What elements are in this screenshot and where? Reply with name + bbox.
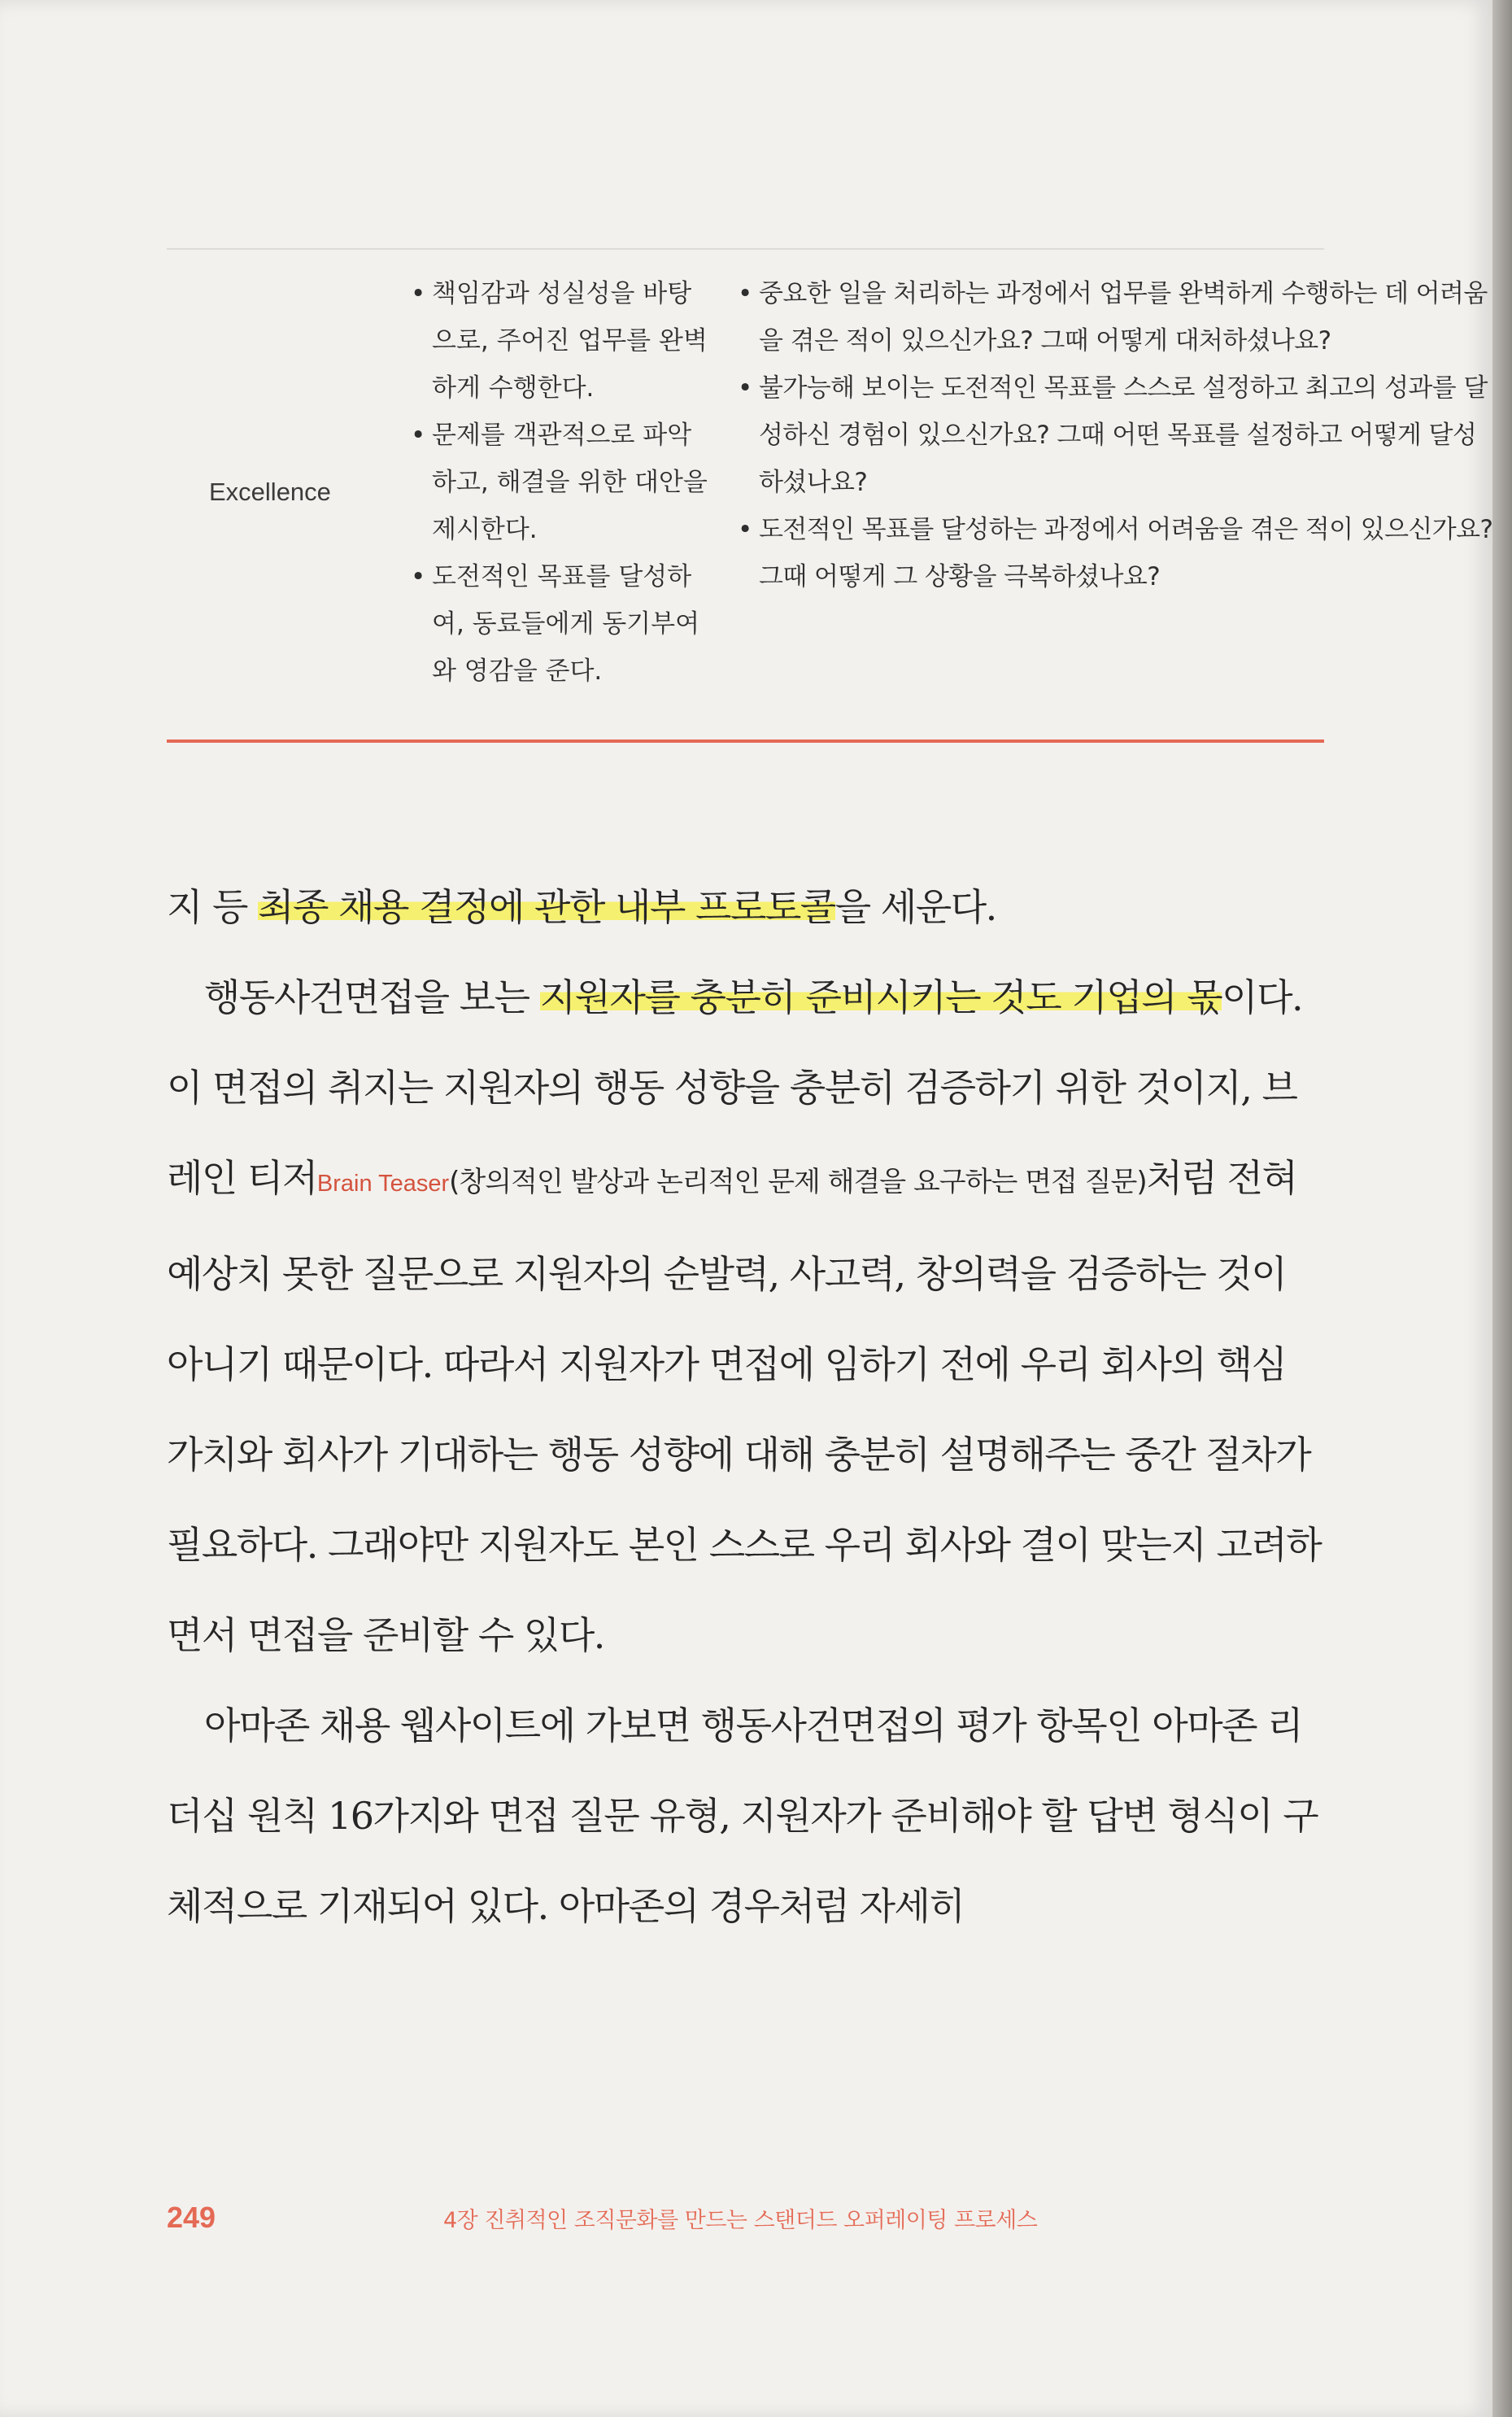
question-list	[738, 270, 1494, 600]
book-spine-edge	[1492, 0, 1512, 2417]
behavior-list	[411, 270, 712, 695]
term-definition: (창의적인 발상과 논리적인 문제 해결을 요구하는 면접 질문)	[449, 1166, 1147, 1198]
foreign-term: Brain Teaser	[316, 1171, 450, 1197]
text-run: 처럼 전혀 예상치 못한 질문으로 지원자의 순발력, 사고력, 창의력을 검증하는 것이 아니기 때문이다. 따라서 지원자가 면접에 임하기 전에 우리 회사의 핵심 가치와 회사가 기대하는 행동 성향에 대해 충분히 설명해주는 중간 절차가 필요하다. 그래야만 지원자도 본인 스스로 우리 회사와 결이 맞는지 고려하면서 면접을 준비할 수 있다.	[167, 1156, 1322, 1657]
table-row	[167, 258, 1493, 726]
value-label: Excellence	[209, 477, 331, 506]
behavior-item: • 문제를 객관적으로 파악하고, 해결을 위한 대안을 제시한다.	[411, 412, 712, 553]
question-item: • 불가능해 보이는 도전적인 목표를 스스로 설정하고 최고의 성과를 달성하신 경험이 있으신가요? 그때 어떤 목표를 설정하고 어떻게 달성하셨나요?	[738, 364, 1494, 506]
highlighted-text: 최종 채용 결정에 관한 내부 프로토콜	[258, 885, 835, 929]
behavior-item: • 책임감과 성실성을 바탕으로, 주어진 업무를 완벽하게 수행한다.	[411, 270, 712, 412]
question-item: • 도전적인 목표를 달성하는 과정에서 어려움을 겪은 적이 있으신가요? 그때 어떻게 그 상황을 극복하셨나요?	[738, 506, 1494, 600]
text-run: 지 등	[167, 885, 259, 929]
running-footer: 4장 진취적인 조직문화를 만드는 스탠더드 오퍼레이팅 프로세스	[443, 2208, 1038, 2233]
table-bottom-rule	[167, 739, 1324, 743]
text-run: 행동사건면접을 보는	[204, 975, 540, 1019]
text-run: 이다. 이 면접의 취지는 지원자의 행동 성향을 충분히 검증하기 위한 것이지, 브레인 티저	[167, 975, 1303, 1200]
paragraph-2	[167, 953, 1322, 1681]
paragraph-3: 아마존 채용 웹사이트에 가보면 행동사건면접의 평가 항목인 아마존 리더십 원칙 16가지와 면접 질문 유형, 지원자가 준비해야 할 답변 형식이 구체적으로 기재되어 있다. 아마존의 경우처럼 자세히	[167, 1704, 1318, 1928]
text-run: 을 세운다.	[834, 885, 996, 929]
paragraph-1	[167, 862, 1322, 953]
highlighted-text: 지원자를 충분히 준비시키는 것도 기업의 몫	[539, 975, 1222, 1019]
page-number: 249	[167, 2201, 216, 2234]
table-top-rule	[167, 248, 1324, 250]
body-text	[167, 862, 1322, 1952]
behavior-item: • 도전적인 목표를 달성하여, 동료들에게 동기부여와 영감을 준다.	[411, 553, 712, 695]
question-item: • 중요한 일을 처리하는 과정에서 업무를 완벽하게 수행하는 데 어려움을 겪은 적이 있으신가요? 그때 어떻게 대처하셨나요?	[738, 270, 1494, 364]
